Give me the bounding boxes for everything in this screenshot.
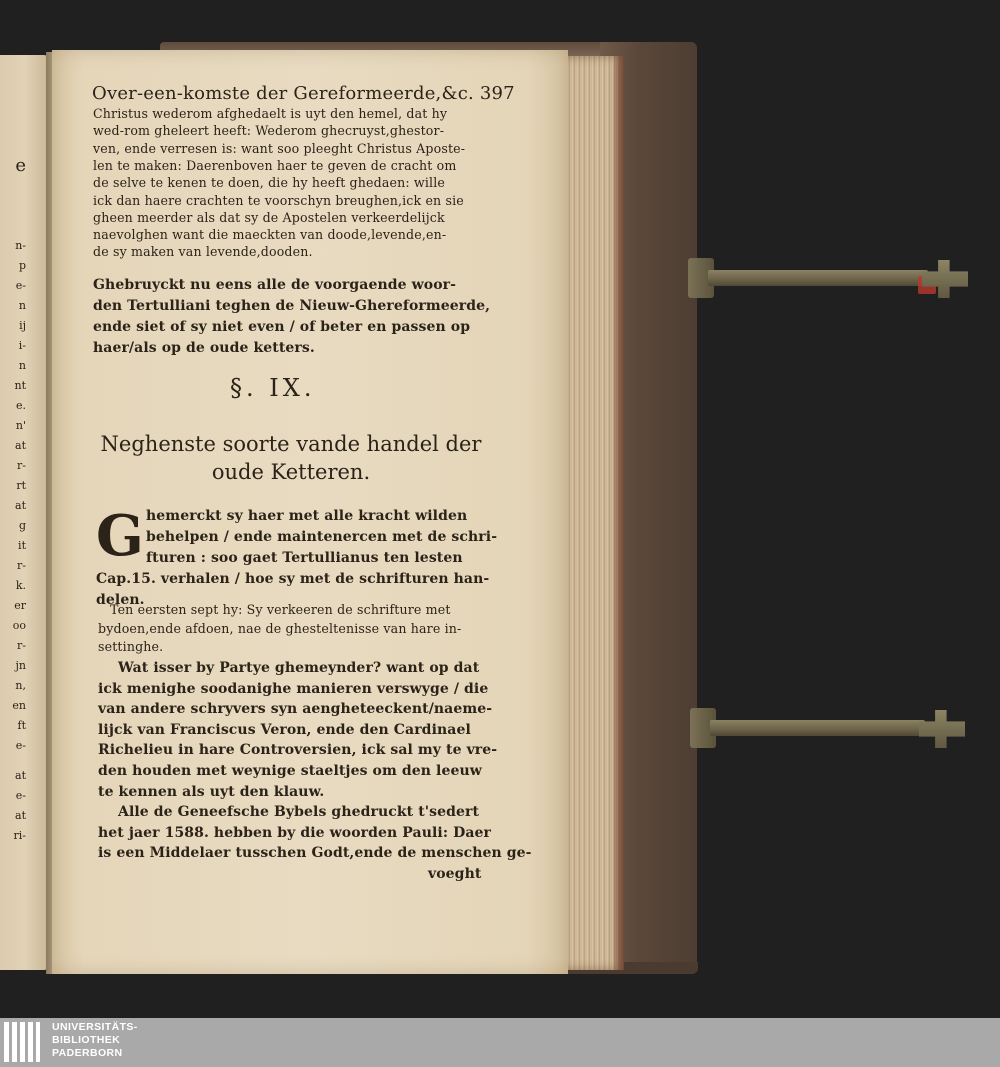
left-page-fragment: r-	[17, 559, 26, 572]
text-line: ven, ende verresen is: want soo pleeght Christus Aposte-	[93, 140, 466, 156]
black-letter-line: behelpen / ende maintenercen met de schri-	[146, 529, 498, 545]
black-letter-line: voeght	[428, 866, 482, 882]
left-page-fragment: n	[18, 359, 26, 372]
left-page-fragment: r-	[17, 639, 26, 652]
black-letter-line: van andere schryvers syn aengheteeckent/naeme-	[98, 701, 493, 718]
black-letter-line: is een Middelaer tusschen Godt,ende de menschen ge-	[98, 845, 532, 862]
left-page-fragment: nt	[14, 379, 26, 392]
library-footer-bar	[0, 1018, 1000, 1067]
black-letter-line: haer/als op de oude ketters.	[93, 340, 315, 356]
left-page-fragment: r-	[17, 459, 26, 472]
left-page-fragment: ri-	[13, 829, 26, 842]
black-letter-line: lijck van Franciscus Veron, ende den Cardinael	[98, 721, 471, 738]
black-letter-line: fturen : soo gaet Tertullianus ten lesten	[146, 550, 463, 566]
left-page-fragment: n	[18, 299, 26, 312]
text-line: Christus wederom afghedaelt is uyt den hemel, dat hy	[93, 106, 448, 121]
black-letter-line: Alle de Geneefsche Bybels ghedruckt t'sedert	[118, 804, 480, 821]
left-page-fragment: g	[18, 519, 26, 532]
left-page-fragment: k.	[15, 579, 26, 592]
black-letter-line: Ghebruyckt nu eens alle de voorgaende woor-	[93, 277, 457, 293]
left-page-fragment: it	[18, 539, 26, 552]
left-page-fragment: en	[12, 699, 26, 712]
text-line: settinghe.	[98, 639, 164, 654]
left-page-fragment: er	[14, 599, 26, 612]
left-page-fragment: n-	[15, 239, 26, 252]
left-page-fragment: at	[15, 769, 26, 782]
left-page-fragment: at	[15, 499, 26, 512]
left-page-fragment: e-	[15, 279, 26, 292]
black-letter-line: den Tertulliani teghen de Nieuw-Ghereformeerde,	[93, 298, 491, 314]
left-page-fragment: e-	[15, 739, 26, 752]
text-line: naevolghen want die maeckten van doode,levende,en-	[93, 227, 447, 243]
library-name-line2: BIBLIOTHEK	[52, 1034, 121, 1046]
section-heading: Neghenste soorte vande handel der oude Ketteren.	[100, 432, 482, 484]
left-page-fragment: at	[15, 439, 26, 452]
library-name	[52, 1021, 138, 1060]
drop-cap: G	[96, 503, 144, 569]
brass-clasp-lower	[690, 712, 965, 742]
black-letter-line: hemerckt sy haer met alle kracht wilden	[146, 508, 468, 524]
black-letter-line: ende siet of sy niet even / of beter en passen op	[93, 319, 471, 335]
text-line: ick dan haere crachten te voorschyn breughen,ick en sie	[93, 192, 464, 208]
left-page-fragment: n,	[15, 679, 26, 692]
black-letter-line: ick menighe soodanighe manieren verswyge / die	[98, 680, 489, 697]
text-line: wed-rom gheleert heeft: Wederom ghecruyst,ghestor-	[93, 123, 445, 139]
left-page-fragment: ij	[19, 319, 26, 332]
left-page-fragment: e.	[15, 399, 26, 412]
left-page-fragment: jn	[15, 659, 26, 672]
section-number: §. IX.	[230, 374, 316, 402]
brass-clasp-upper	[688, 262, 968, 292]
left-page-fragment: e-	[15, 789, 26, 802]
text-line: gheen meerder als dat sy de Apostelen verkeerdelijck	[93, 209, 445, 225]
black-letter-line: Richelieu in hare Controversien, ick sal my te vre-	[98, 742, 498, 759]
text-line: de selve te kenen te doen, die hy heeft ghedaen: wille	[93, 175, 445, 191]
text-line: bydoen,ende afdoen, nae de ghesteltenisse van hare in-	[98, 620, 462, 636]
library-name-line1: UNIVERSITÄTS-	[52, 1021, 138, 1033]
left-page-fragment: e	[15, 155, 26, 176]
black-letter-line: het jaer 1588. hebben by die woorden Pauli: Daer	[98, 824, 491, 841]
text-line: de sy maken van levende,dooden.	[93, 244, 313, 260]
left-page-fragment: rt	[16, 479, 26, 492]
black-letter-line: den houden met weynige staeltjes om den leeuw	[98, 763, 482, 779]
left-page-fragment: p	[18, 259, 26, 272]
page-fore-edge	[566, 56, 624, 970]
previous-page-edge	[0, 55, 48, 970]
left-page-fragment: oo	[12, 619, 26, 632]
left-page-fragment: i-	[18, 339, 26, 352]
black-letter-line: Cap.15. verhalen / hoe sy met de schrifturen han-	[96, 571, 490, 587]
library-logo-icon	[4, 1022, 44, 1062]
library-name-line3: PADERBORN	[52, 1047, 123, 1059]
left-page-fragment: at	[15, 809, 26, 822]
running-header: Over-een-komste der Gereformeerde,&c. 397	[92, 83, 515, 104]
text-line: len te maken: Daerenboven haer te geven de cracht om	[93, 157, 457, 173]
black-letter-line: te kennen als uyt den klauw.	[98, 783, 325, 800]
left-page-fragment: ft	[17, 719, 26, 732]
black-letter-line: Wat isser by Partye ghemeynder? want op dat	[118, 660, 480, 676]
left-page-fragment: n'	[15, 419, 26, 432]
text-line: Ten eersten sept hy: Sy verkeeren de schrifture met	[110, 602, 451, 617]
black-letter-line: delen.	[96, 592, 145, 608]
